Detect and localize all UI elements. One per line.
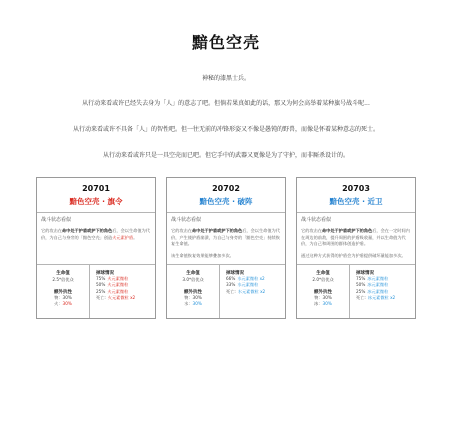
resistance-value: 30% [192,295,202,300]
card-name: 黯色空壳 · 近卫 [329,197,383,206]
desc-emphasis: 命中处于护盾或护下的角色 [61,228,113,233]
drop-threshold: 75% [96,276,106,281]
stats-left [167,265,220,318]
card-header [37,178,155,213]
card-tag: 战斗状态看似 [41,217,72,223]
drop-threshold: 死亡: [356,294,366,300]
enemy-card [166,177,286,319]
card-header [297,178,415,213]
card-description [301,228,411,248]
desc-text: 后，会以生命值为代价，为自己与身旁的「黯色空壳」创造 [41,228,150,240]
stats-left [297,265,350,318]
card-stats [37,264,155,318]
card-description [41,228,151,241]
drop-particle: 水元素微粒 x2 [237,276,265,281]
resistance-label: 额外抗性 [314,290,332,295]
hp-label: 生命值 [316,271,330,276]
intro-line-4: 从行动来看或许只是一具空壳而已吧。但它手中的武器又更像是为了守护，而非厮杀设计的。 [102,152,349,159]
resistance-key: 物： [314,295,323,300]
drop-particle: 冰元素微粒 x2 [367,294,396,300]
card-tag: 战斗状态看似 [301,217,332,223]
card-id: 20701 [82,184,110,193]
resistance-value: 30% [192,301,202,306]
hp-label: 生命值 [56,271,70,276]
drop-threshold: 50% [356,282,366,288]
desc-emphasis: 命中处于护盾或护下的角色 [191,228,243,233]
drop-threshold: 死亡: [226,288,236,294]
card-id: 20702 [212,184,240,193]
drop-threshold: 66% [226,276,236,281]
desc-text: 它的攻击在 [301,228,322,233]
drop-particle: 火元素微粒 [107,276,129,281]
drop-threshold: 33% [226,282,236,288]
hp-value: 2.0*倍优众 [312,277,334,282]
resistance-key: 水： [184,301,193,306]
resistance-value: 30% [62,301,72,306]
resistance-label: 额外抗性 [54,290,72,295]
stats-left [37,265,90,318]
desc-text: 它的攻击在 [41,228,62,233]
resistance-key: 物： [184,295,193,300]
drop-row [96,295,155,301]
drop-particle: 冰元素微粒 [367,288,389,294]
resistance-key: 火： [54,301,63,306]
card-stats [297,264,415,318]
card-note: 该生命值恢复效果能够叠加多次。 [171,252,234,258]
drop-particle: 水元素微粒 x2 [237,288,266,294]
drop-row [226,289,285,295]
desc-text: 。 [133,234,138,240]
drop-particle: 火元素微粒 [107,282,129,288]
enemy-card [296,177,416,319]
resistance-value: 30% [322,295,332,300]
hp-label: 生命值 [186,271,200,276]
drop-row [356,295,415,301]
drop-threshold: 50% [96,282,106,288]
card-name: 黯色空壳 · 破阵 [199,197,253,206]
card-tag: 战斗状态看似 [171,217,202,223]
resistance-row [37,301,89,307]
drop-particle: 火元素微粒 [107,288,129,294]
stats-right [350,265,415,318]
drops-label: 掉球情况 [96,271,114,276]
resistance-value: 30% [62,295,72,300]
drop-threshold: 25% [356,288,366,294]
intro-line-2: 从行动来看或许已经失去身为「人」的意志了吧。但倘若果真如此的话，那又为何会高举着某种旗号战斗呢... [82,100,370,107]
desc-text: 它的攻击在 [171,228,192,233]
hp-value: 2.5*倍优众 [52,277,74,282]
card-id: 20703 [342,184,370,193]
card-header [167,178,285,213]
drop-threshold: 死亡: [96,294,106,300]
card-description [171,228,281,248]
enemy-card [36,177,156,319]
resistance-value: 30% [322,301,332,306]
drop-particle: 火元素微粒 x2 [107,294,136,300]
drops-label: 掉球情况 [226,271,244,276]
page-title: 黯色空壳 [191,33,260,52]
drop-particle: 冰元素微粒 [367,276,389,281]
resistance-key: 物： [54,295,63,300]
stats-right [220,265,285,318]
resistance-key: 冰： [314,301,323,306]
stats-right [90,265,155,318]
intro-line-1: 神秘的漆黑士兵。 [201,75,250,82]
resistance-row [167,301,219,307]
desc-highlight: 火元素护盾 [112,234,134,240]
drop-particle: 冰元素微粒 [367,282,389,288]
hp-value: 3.0*倍优众 [182,277,204,282]
desc-text: 后，会在一定时间内在周边的前敌，提升周围的护盾吸收量，并以生命值为代价，为自己和周围的群体创造护盾。 [301,228,410,246]
drop-particle: 水元素微粒 [237,282,259,288]
drop-threshold: 75% [356,276,366,281]
drop-threshold: 25% [96,288,106,294]
desc-emphasis: 命中处于护盾或护下的角色 [321,228,373,233]
card-stats [167,264,285,318]
drops-label: 掉球情况 [356,271,374,276]
resistance-row [297,301,349,307]
intro-line-3: 从行动来看或许不具备「人」的智性吧。但一往无前的冲锋形姿又不像是愚钝的野兽，而像是怀着某种意志的死士。 [72,126,379,133]
desc-text: 后，会以生命值为代价，产生使护盾崩溃，为自己与身旁的「黯色空壳」持续恢复生命值。 [171,228,280,246]
resistance-label: 额外抗性 [184,290,202,295]
card-note: 通过这种方式获得的护盾会为护盾提供破坏量能加多次。 [301,252,406,258]
card-name: 黯色空壳 · 旗令 [69,197,123,206]
